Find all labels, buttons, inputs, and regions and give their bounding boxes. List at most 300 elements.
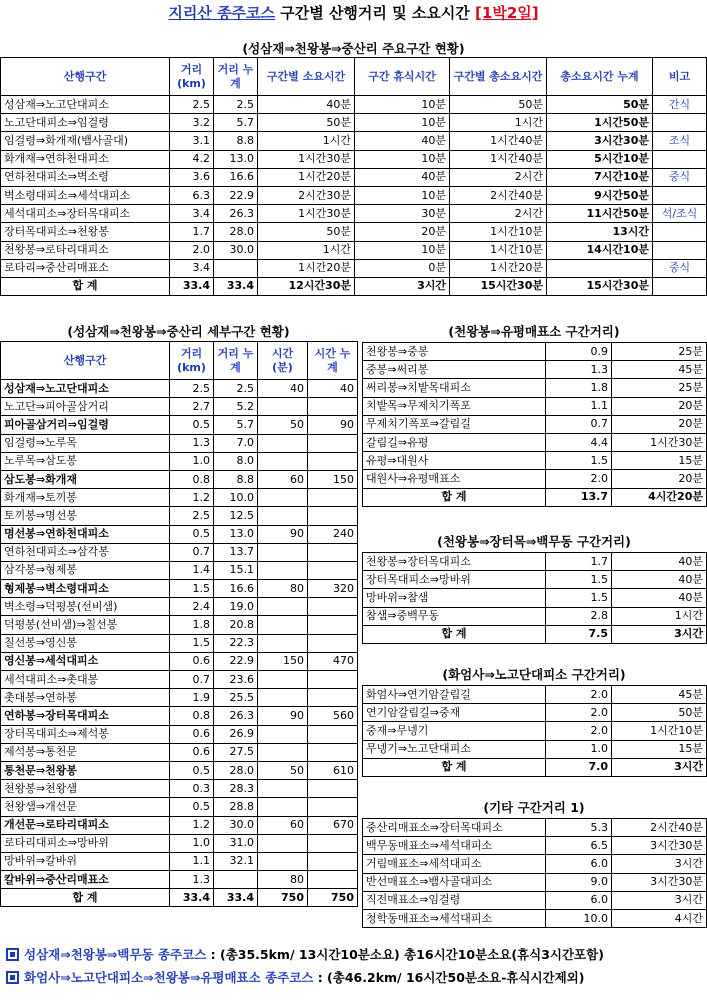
section-total-time: 1시간10분 [450, 223, 547, 241]
route-name: 청학동매표소⇒세석대피소 [363, 909, 546, 927]
distance: 1.7 [170, 223, 214, 241]
distance: 6.3 [170, 186, 214, 204]
table-row [1, 380, 358, 398]
rest-time: 10분 [355, 114, 450, 132]
total-cumulative: 14시간10분 [547, 241, 653, 259]
time: 40분 [612, 553, 707, 571]
section-total-time: 50분 [450, 96, 547, 114]
route-name: 로타리대피소⇒망바위 [1, 834, 170, 852]
rest-time: 40분 [355, 168, 450, 186]
table-row [1, 580, 358, 598]
time-minutes [258, 798, 308, 816]
time-minutes: 50 [258, 761, 308, 779]
route-name: 중산리매표소⇒장터목대피소 [363, 819, 546, 837]
distance-cumulative [214, 259, 258, 277]
distance: 0.6 [170, 725, 214, 743]
distance-cumulative: 28.8 [214, 798, 258, 816]
route-name: 세석대피소⇒장터목대피소 [1, 205, 170, 223]
distance: 5.3 [546, 819, 612, 837]
footer-route-1: 성삼재⇒천왕봉⇒백무동 종주코스 [24, 947, 207, 962]
table-row [363, 722, 707, 740]
route-name: 장터목대피소⇒천왕봉 [1, 223, 170, 241]
route-name: 망바위⇒칼바위 [1, 852, 170, 870]
table-row [1, 114, 707, 132]
time-cumulative: 90 [308, 416, 358, 434]
distance: 2.8 [546, 607, 612, 625]
section-time: 1시간 [258, 241, 355, 259]
total-cumulative: 11시간50분 [547, 205, 653, 223]
table-row [1, 816, 358, 834]
total-cumulative: 9시간50분 [547, 186, 653, 204]
distance: 1.8 [170, 616, 214, 634]
rest-time: 10분 [355, 96, 450, 114]
route-name: 거림매표소⇒세석대피소 [363, 855, 546, 873]
time: 1시간30분 [612, 433, 707, 451]
route-name: 칼바위⇒중산리매표소 [1, 871, 170, 889]
time-minutes [258, 507, 308, 525]
distance: 2.0 [170, 241, 214, 259]
time: 3시간 [612, 891, 707, 909]
time: 25분 [612, 379, 707, 397]
distance-cumulative: 25.5 [214, 689, 258, 707]
footer-note-2 [6, 968, 584, 988]
section-yupyeong-caption: (천왕봉⇒유평매표소 구간거리) [448, 324, 620, 339]
section-time: 2시간30분 [258, 186, 355, 204]
total-label: 합 계 [363, 625, 546, 643]
route-name: 벽소령대피소⇒세석대피소 [1, 186, 170, 204]
route-name: 제석봉⇒통천문 [1, 743, 170, 761]
route-name: 치밭목⇒무제치기폭포 [363, 397, 546, 415]
distance-cumulative: 23.6 [214, 671, 258, 689]
time-minutes: 50 [258, 416, 308, 434]
total-distance-cumulative: 33.4 [214, 889, 258, 907]
time-cumulative [308, 743, 358, 761]
section-time: 50분 [258, 114, 355, 132]
total-cumulative: 1시간50분 [547, 114, 653, 132]
distance: 1.0 [170, 452, 214, 470]
route-name: 연하천대피소⇒벽소령 [1, 168, 170, 186]
table-row [1, 96, 707, 114]
time-cumulative [308, 725, 358, 743]
table-row [1, 168, 707, 186]
table-row [1, 205, 707, 223]
table-row [1, 507, 358, 525]
distance-cumulative: 28.0 [214, 223, 258, 241]
distance-cumulative: 15.1 [214, 561, 258, 579]
distance: 2.0 [546, 470, 612, 488]
distance: 1.2 [170, 489, 214, 507]
distance: 6.0 [546, 855, 612, 873]
total-label: 합 계 [1, 889, 170, 907]
time: 3시간 [612, 855, 707, 873]
time-cumulative [308, 398, 358, 416]
route-name: 토끼봉⇒명선봉 [1, 507, 170, 525]
rest-time: 10분 [355, 186, 450, 204]
route-name: 연하천대피소⇒삼각봉 [1, 543, 170, 561]
distance-cumulative: 7.0 [214, 434, 258, 452]
table-row [1, 543, 358, 561]
table-row [1, 561, 358, 579]
route-name: 삼도봉⇒화개재 [1, 470, 170, 488]
time-minutes: 90 [258, 525, 308, 543]
total-distance-cumulative: 33.4 [214, 277, 258, 295]
distance: 1.5 [170, 580, 214, 598]
total-row [1, 277, 707, 295]
section-yupyeong-table [362, 342, 707, 507]
time-minutes: 90 [258, 707, 308, 725]
distance-cumulative: 13.0 [214, 150, 258, 168]
total-time: 3시간 [612, 758, 707, 776]
distance-cumulative: 22.9 [214, 186, 258, 204]
time-cumulative [308, 798, 358, 816]
route-name: 형제봉⇒벽소령대피소 [1, 580, 170, 598]
distance-cumulative [214, 871, 258, 889]
time-cumulative [308, 543, 358, 561]
route-name: 삼각봉⇒형제봉 [1, 561, 170, 579]
route-name: 무제치기폭포⇒갈림길 [363, 415, 546, 433]
time-minutes [258, 834, 308, 852]
total-cumulative: 13시간 [547, 223, 653, 241]
distance-cumulative: 32.1 [214, 852, 258, 870]
time-cumulative [308, 489, 358, 507]
rest-time: 20분 [355, 223, 450, 241]
detail-table-caption: (성삼재⇒천왕봉⇒중산리 세부구간 현황) [67, 324, 290, 339]
table-row [1, 598, 358, 616]
table-row [1, 689, 358, 707]
route-name: 참샘⇒중백무동 [363, 607, 546, 625]
distance: 2.0 [546, 686, 612, 704]
route-name: 칠선봉⇒영신봉 [1, 634, 170, 652]
time: 2시간40분 [612, 819, 707, 837]
distance-cumulative: 5.7 [214, 114, 258, 132]
time: 15분 [612, 740, 707, 758]
distance-cumulative: 2.5 [214, 96, 258, 114]
distance-cumulative: 31.0 [214, 834, 258, 852]
distance-cumulative: 8.0 [214, 452, 258, 470]
time: 45분 [612, 361, 707, 379]
distance: 0.5 [170, 416, 214, 434]
distance-cumulative: 8.8 [214, 470, 258, 488]
distance: 3.4 [170, 259, 214, 277]
distance-cumulative: 19.0 [214, 598, 258, 616]
route-name: 써리봉⇒치밭목대피소 [363, 379, 546, 397]
table-row [1, 259, 707, 277]
time: 20분 [612, 415, 707, 433]
note: 중식 [653, 259, 707, 277]
table-row [363, 607, 707, 625]
table-row [1, 241, 707, 259]
distance: 0.7 [546, 415, 612, 433]
rest-time: 40분 [355, 132, 450, 150]
distance: 0.5 [170, 761, 214, 779]
route-name: 임걸령⇒노루목 [1, 434, 170, 452]
detail-header-distance: 거리 (km) [170, 342, 214, 380]
distance: 1.9 [170, 689, 214, 707]
time-minutes [258, 561, 308, 579]
time-minutes [258, 689, 308, 707]
route-name: 성삼재⇒노고단대피소 [1, 96, 170, 114]
section-total-time: 1시간40분 [450, 132, 547, 150]
distance-cumulative: 13.0 [214, 525, 258, 543]
route-name: 갈림길⇒유평 [363, 433, 546, 451]
distance: 0.7 [170, 671, 214, 689]
section-time: 1시간20분 [258, 259, 355, 277]
route-name: 임걸령⇒화개재(뱀사골대) [1, 132, 170, 150]
route-name: 반선매표소⇒뱀사골대피소 [363, 873, 546, 891]
route-name: 로타리⇒중산리매표소 [1, 259, 170, 277]
distance-cumulative: 22.9 [214, 652, 258, 670]
header-route: 산행구간 [1, 58, 170, 96]
section-time: 1시간30분 [258, 205, 355, 223]
time-minutes [258, 616, 308, 634]
table-row [1, 725, 358, 743]
time-cumulative [308, 871, 358, 889]
time-minutes [258, 725, 308, 743]
section-total-time: 2시간 [450, 168, 547, 186]
table-row [363, 452, 707, 470]
table-row [1, 743, 358, 761]
time-cumulative: 610 [308, 761, 358, 779]
time-cumulative [308, 834, 358, 852]
distance: 2.0 [546, 704, 612, 722]
table-row [363, 397, 707, 415]
distance: 0.8 [170, 707, 214, 725]
header-section-total-time: 구간별 총소요시간 [450, 58, 547, 96]
time-minutes: 40 [258, 380, 308, 398]
route-name: 장터목대피소⇒제석봉 [1, 725, 170, 743]
section-baekmudong-table [362, 552, 707, 644]
total-label: 합 계 [1, 277, 170, 295]
table-row [363, 873, 707, 891]
table-row [1, 707, 358, 725]
header-total-cumulative: 총소요시간 누계 [547, 58, 653, 96]
distance: 1.5 [170, 634, 214, 652]
distance: 1.3 [170, 871, 214, 889]
total-distance: 13.7 [546, 488, 612, 506]
total-cumulative [547, 259, 653, 277]
time-cumulative: 560 [308, 707, 358, 725]
time-minutes: 60 [258, 816, 308, 834]
time-cumulative [308, 689, 358, 707]
time-minutes [258, 743, 308, 761]
distance-cumulative: 30.0 [214, 816, 258, 834]
table-row [1, 798, 358, 816]
footer-route-2: 화엄사⇒노고단대피소⇒천왕봉⇒유평매표소 종주코스 [24, 970, 314, 985]
distance-cumulative: 26.3 [214, 205, 258, 223]
distance: 1.5 [546, 589, 612, 607]
table-row [363, 819, 707, 837]
time-cumulative [308, 671, 358, 689]
distance-cumulative: 28.0 [214, 761, 258, 779]
route-name: 개선문⇒로타리대피소 [1, 816, 170, 834]
memo-icon [6, 971, 19, 984]
section-time: 40분 [258, 96, 355, 114]
table-row [1, 852, 358, 870]
distance: 1.0 [170, 834, 214, 852]
section-other-caption: (기타 구간거리 1) [483, 800, 585, 815]
distance: 1.3 [170, 434, 214, 452]
total-cumulative: 3시간30분 [547, 132, 653, 150]
rest-time: 10분 [355, 150, 450, 168]
section-hwaeomsa-caption: (화엄사⇒노고단대피소 구간거리) [442, 667, 626, 682]
distance-cumulative: 26.3 [214, 707, 258, 725]
distance: 1.1 [170, 852, 214, 870]
distance-cumulative: 2.5 [214, 380, 258, 398]
table-row [363, 589, 707, 607]
title-subject: 구간별 산행거리 및 소요시간 [275, 4, 476, 22]
distance: 2.0 [546, 722, 612, 740]
distance-cumulative: 12.5 [214, 507, 258, 525]
distance: 1.7 [546, 553, 612, 571]
distance-cumulative: 16.6 [214, 580, 258, 598]
route-name: 백무동매표소⇒세석대피소 [363, 837, 546, 855]
time-minutes: 60 [258, 470, 308, 488]
distance: 1.5 [546, 452, 612, 470]
total-row [1, 889, 358, 907]
route-name: 천왕샘⇒개선문 [1, 798, 170, 816]
note: 간식 [653, 96, 707, 114]
time-minutes [258, 489, 308, 507]
route-name: 천왕봉⇒천왕샘 [1, 780, 170, 798]
main-table-caption: (성삼재⇒천왕봉⇒중산리 주요구간 현황) [242, 41, 465, 56]
route-name: 화개재⇒토끼봉 [1, 489, 170, 507]
table-row [1, 652, 358, 670]
footer-detail-2: : (총46.2km/ 16시간50분소요-휴식시간제외) [313, 970, 585, 985]
section-total-time: 1시간40분 [450, 150, 547, 168]
section-total-time: 2시간40분 [450, 186, 547, 204]
distance: 0.7 [170, 543, 214, 561]
table-row [1, 132, 707, 150]
section-time: 1시간30분 [258, 150, 355, 168]
distance: 0.8 [170, 470, 214, 488]
total-distance: 33.4 [170, 277, 214, 295]
section-total-time: 1시간10분 [450, 241, 547, 259]
table-row [1, 871, 358, 889]
route-name: 화엄사⇒연기암갈림길 [363, 686, 546, 704]
time-minutes: 80 [258, 580, 308, 598]
route-name: 망바위⇒참샘 [363, 589, 546, 607]
total-label: 합 계 [363, 488, 546, 506]
route-name: 중봉⇒써리봉 [363, 361, 546, 379]
section-total-time: 1시간 [450, 114, 547, 132]
time: 45분 [612, 686, 707, 704]
distance-cumulative: 8.8 [214, 132, 258, 150]
distance-cumulative: 16.6 [214, 168, 258, 186]
total-distance: 7.0 [546, 758, 612, 776]
distance: 4.4 [546, 433, 612, 451]
time-cumulative [308, 616, 358, 634]
table-row [1, 223, 707, 241]
time: 4시간 [612, 909, 707, 927]
table-row [1, 150, 707, 168]
time-minutes [258, 543, 308, 561]
distance: 1.0 [546, 740, 612, 758]
table-row [1, 186, 707, 204]
distance-cumulative: 28.3 [214, 780, 258, 798]
time: 1시간10분 [612, 722, 707, 740]
table-row [1, 616, 358, 634]
table-row [1, 671, 358, 689]
distance: 2.4 [170, 598, 214, 616]
footer-detail-1: : (총35.5km/ 13시간10분소요) 총16시간10분소요(휴식3시간포함) [206, 947, 604, 962]
route-name: 통천문⇒천왕봉 [1, 761, 170, 779]
table-row [363, 909, 707, 927]
route-name: 노고단대피소⇒임걸령 [1, 114, 170, 132]
time-cumulative: 470 [308, 652, 358, 670]
time: 40분 [612, 571, 707, 589]
detail-route-table [0, 341, 358, 907]
time: 15분 [612, 452, 707, 470]
time-minutes [258, 434, 308, 452]
distance-cumulative: 20.8 [214, 616, 258, 634]
header-distance-cumulative: 거리 누계 [214, 58, 258, 96]
table-row [1, 470, 358, 488]
distance: 3.2 [170, 114, 214, 132]
time: 20분 [612, 470, 707, 488]
total-rest-time: 3시간 [355, 277, 450, 295]
time-cumulative [308, 598, 358, 616]
distance-cumulative: 30.0 [214, 241, 258, 259]
distance: 4.2 [170, 150, 214, 168]
table-row [1, 780, 358, 798]
rest-time: 10분 [355, 241, 450, 259]
distance: 6.5 [546, 837, 612, 855]
time-minutes [258, 852, 308, 870]
route-name: 중재⇒무넹기 [363, 722, 546, 740]
time-minutes [258, 398, 308, 416]
total-note [653, 277, 707, 295]
time-minutes: 150 [258, 652, 308, 670]
time-cumulative: 40 [308, 380, 358, 398]
route-name: 천왕봉⇒장터목대피소 [363, 553, 546, 571]
time: 3시간30분 [612, 837, 707, 855]
table-row [1, 452, 358, 470]
time: 3시간30분 [612, 873, 707, 891]
total-cumulative: 7시간10분 [547, 168, 653, 186]
note [653, 241, 707, 259]
time-cumulative [308, 561, 358, 579]
table-row [363, 415, 707, 433]
time-cumulative [308, 634, 358, 652]
distance: 0.3 [170, 780, 214, 798]
detail-header-time: 시간 (분) [258, 342, 308, 380]
distance-cumulative: 26.9 [214, 725, 258, 743]
total-section-total-time: 15시간30분 [450, 277, 547, 295]
time-minutes [258, 671, 308, 689]
route-name: 벽소령⇒덕평봉(선비샘) [1, 598, 170, 616]
table-row [363, 837, 707, 855]
table-row [363, 433, 707, 451]
table-row [1, 525, 358, 543]
time-cumulative [308, 452, 358, 470]
distance: 0.9 [546, 343, 612, 361]
distance: 1.5 [546, 571, 612, 589]
rest-time: 0분 [355, 259, 450, 277]
detail-header-distance-cumulative: 거리 누계 [214, 342, 258, 380]
route-name: 영신봉⇒세석대피소 [1, 652, 170, 670]
distance: 1.1 [546, 397, 612, 415]
section-time: 1시간 [258, 132, 355, 150]
table-row [1, 634, 358, 652]
table-row [1, 398, 358, 416]
total-cumulative: 50분 [547, 96, 653, 114]
total-cumulative: 5시간10분 [547, 150, 653, 168]
route-name: 천왕봉⇒중봉 [363, 343, 546, 361]
route-name: 무넹기⇒노고단대피소 [363, 740, 546, 758]
section-hwaeomsa-table [362, 685, 707, 777]
table-row [363, 571, 707, 589]
distance: 1.3 [546, 361, 612, 379]
